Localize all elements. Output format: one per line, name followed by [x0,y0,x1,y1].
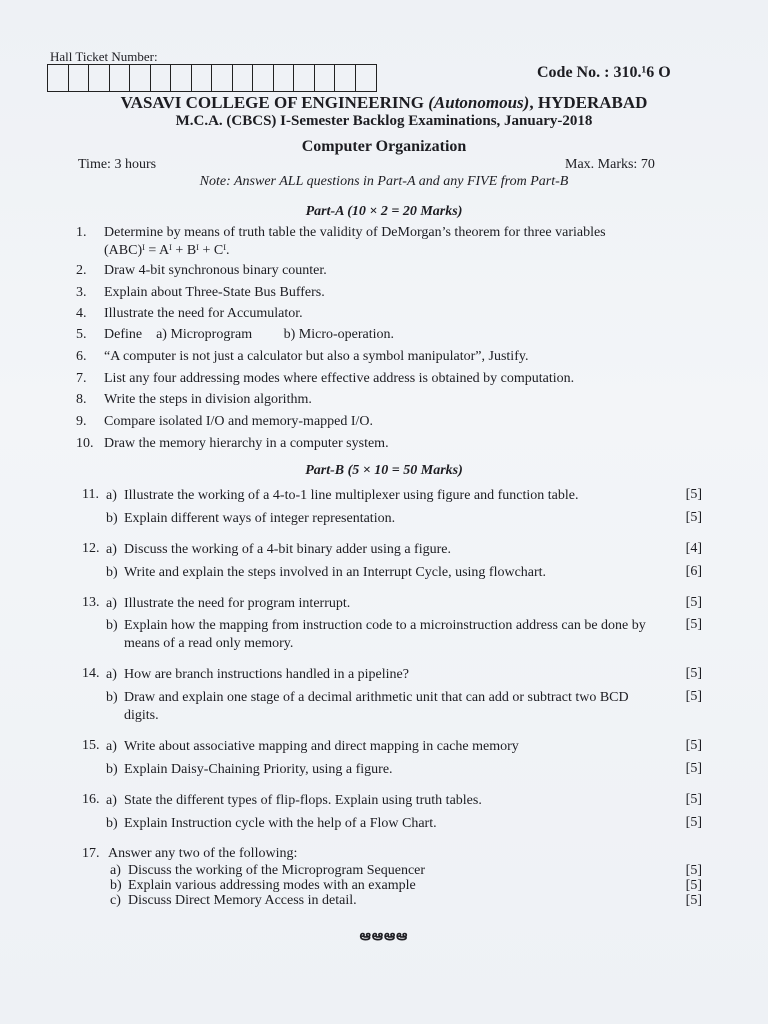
sub-label: a) [106,739,117,754]
question-number: 14. [82,666,100,681]
hall-ticket-box [212,65,233,91]
question-number: 8. [76,392,87,407]
question-text: “A computer is not just a calculator but also a symbol manipulator”, Justify. [104,349,529,364]
question-item [76,370,676,388]
max-marks: Max. Marks: 70 [565,157,655,172]
question-number: 12. [82,541,100,556]
marks-label: [6] [685,564,702,579]
sub-label: a) [106,542,117,557]
hall-ticket-box [48,65,69,91]
question-text: Draw and explain one stage of a decimal arithmetic unit that can add or subtract two BCD digits. [124,690,629,723]
question-text: List any four addressing modes where effective address is obtained by computation. [104,371,575,386]
sub-label: a) [106,667,117,682]
question-text: Write the steps in division algorithm. [104,392,312,407]
marks-label: [5] [685,510,702,525]
question-part [106,815,666,833]
exam-title: M.C.A. (CBCS) I-Semester Backlog Examinations, January-2018 [175,113,593,129]
marks-label: [5] [685,792,702,807]
question-part [106,666,666,684]
question-number: 10. [76,436,94,451]
marks-label: [4] [685,541,702,556]
question-number: 6. [76,349,87,364]
subject-title: Computer Organization [301,138,467,155]
college-city: , HYDERABAD [529,93,648,112]
hall-ticket-box [192,65,213,91]
question-part [106,595,666,613]
question-part [106,761,666,779]
question-text: Discuss Direct Memory Access in detail. [128,893,357,908]
question-text: Explain Daisy-Chaining Priority, using a figure. [124,762,393,777]
marks-label: [5] [685,487,702,502]
question-text: Compare isolated I/O and memory-mapped I/O. [104,414,374,429]
question-number: 9. [76,414,87,429]
hall-ticket-box [315,65,336,91]
instruction-note: Note: Answer ALL questions in Part-A and any FIVE from Part-B [199,174,569,189]
question-text: Explain how the mapping from instruction code to a microinstruction address can be done by means of a read only memory. [124,618,646,651]
question-part [106,487,666,505]
question-number: 17. [82,846,100,861]
marks-label: [5] [685,617,702,632]
question-number: 5. [76,327,87,342]
question-part [106,792,666,810]
question-text-formula: (ABC)ᴵ = Aᴵ + Bᴵ + Cᴵ. [104,243,230,258]
question-part [106,564,666,582]
question-number: 4. [76,306,87,321]
question-part [110,878,670,893]
question-part [110,863,670,878]
question-item [76,391,676,409]
question-item [76,262,676,280]
marks-label: [5] [685,738,702,753]
college-name [0,93,768,113]
question-intro: Answer any two of the following: [108,846,298,861]
question-part [106,510,666,528]
question-text: Draw the memory hierarchy in a computer system. [104,436,389,451]
hall-ticket-box [110,65,131,91]
question-part-list [110,863,670,908]
question-item [76,305,676,323]
question-text: Define a) Microprogram b) Micro-operation. [104,327,395,342]
marks-label: [5] [685,595,702,610]
sub-label: c) [110,893,121,908]
question-text: Explain various addressing modes with an example [128,878,416,893]
question-text: Draw 4-bit synchronous binary counter. [104,263,327,278]
question-text: How are branch instructions handled in a pipeline? [124,667,409,682]
marks-label: [5] [685,666,702,681]
question-item [76,348,676,366]
question-part [106,541,666,559]
question-text: Determine by means of truth table the validity of DeMorgan’s theorem for three variables [104,225,606,240]
sub-label: b) [106,816,118,831]
question-item [76,326,676,344]
question-number: 15. [82,738,100,753]
question-text: Write about associative mapping and direct mapping in cache memory [124,739,519,754]
college-name-text: VASAVI COLLEGE OF ENGINEERING [120,93,424,112]
question-text: Explain about Three-State Bus Buffers. [104,285,325,300]
question-number: 3. [76,285,87,300]
sub-label: a) [110,863,121,878]
hall-ticket-box [335,65,356,91]
question-item [76,224,676,260]
question-text: Illustrate the need for program interrupt. [124,596,351,611]
question-item [76,413,676,431]
sub-label: b) [106,618,118,633]
hall-ticket-box [233,65,254,91]
hall-ticket-box [294,65,315,91]
question-number: 16. [82,792,100,807]
hall-ticket-box [253,65,274,91]
hall-ticket-box [151,65,172,91]
sub-label: b) [106,511,118,526]
marks-label: [5] [685,761,702,776]
sub-label: b) [110,878,122,893]
question-part [110,893,670,908]
question-text: State the different types of flip-flops. Explain using truth tables. [124,793,482,808]
sub-label: a) [106,596,117,611]
time-duration: Time: 3 hours [78,157,157,172]
question-text: Discuss the working of the Microprogram Sequencer [128,863,426,878]
marks-label: [5] [685,815,702,830]
question-part [106,738,666,756]
question-text: Explain Instruction cycle with the help of a Flow Chart. [124,816,437,831]
question-number: 11. [82,487,99,502]
sub-label: a) [106,793,117,808]
sub-label: b) [106,565,118,580]
question-text: Discuss the working of a 4-bit binary adder using a figure. [124,542,451,557]
question-number: 1. [76,225,87,240]
sub-label: b) [106,690,118,705]
hall-ticket-box [69,65,90,91]
question-part [106,689,666,725]
part-b-title: Part-B (5 × 10 = 50 Marks) [305,463,463,478]
question-number: 2. [76,263,87,278]
hall-ticket-label: Hall Ticket Number: [50,49,158,64]
sub-label: b) [106,762,118,777]
hall-ticket-box [274,65,295,91]
paper-code: Code No. : 310.¹6 O [537,64,671,81]
question-number: 13. [82,595,100,610]
marks-label: [5] [685,863,702,878]
question-item [76,284,676,302]
marks-label: [5] [685,689,702,704]
question-text: Explain different ways of integer representation. [124,511,396,526]
college-autonomous: (Autonomous) [428,93,530,112]
marks-label: [5] [685,893,702,908]
part-a-title: Part-A (10 × 2 = 20 Marks) [305,204,463,219]
question-text: Illustrate the need for Accumulator. [104,306,303,321]
end-of-paper-mark: ఆఆఆఆ [359,929,409,944]
hall-ticket-box [356,65,377,91]
question-item [76,435,676,453]
hall-ticket-boxes [47,64,377,92]
sub-label: a) [106,488,117,503]
hall-ticket-box [89,65,110,91]
question-text: Write and explain the steps involved in an Interrupt Cycle, using flowchart. [124,565,547,580]
hall-ticket-box [171,65,192,91]
question-number: 7. [76,371,87,386]
marks-label: [5] [685,878,702,893]
question-text: Illustrate the working of a 4-to-1 line multiplexer using figure and function table. [124,488,579,503]
hall-ticket-box [130,65,151,91]
question-part [106,617,666,653]
